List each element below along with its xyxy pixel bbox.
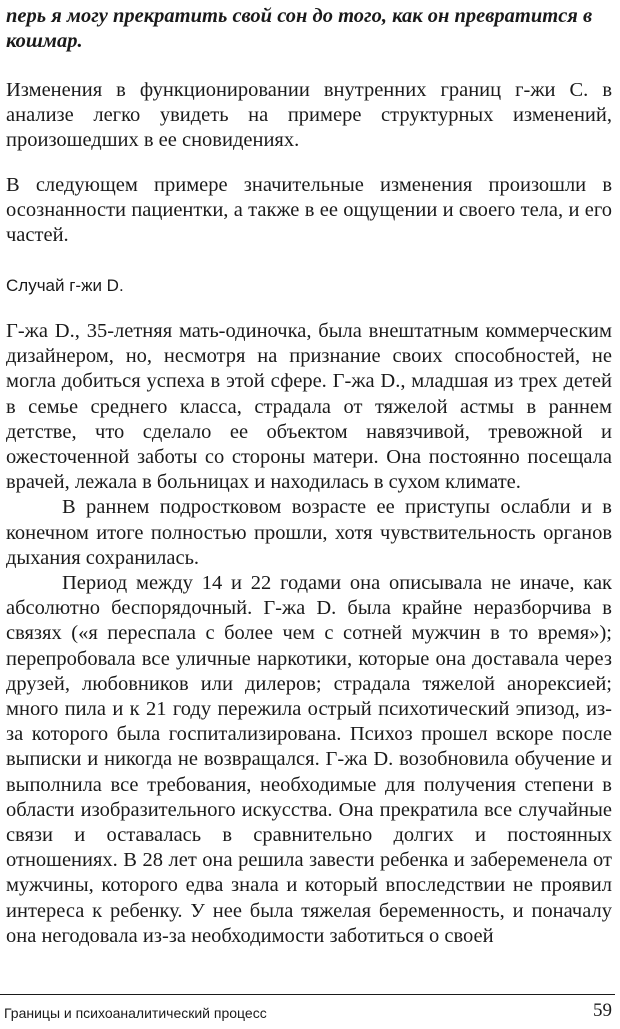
paragraph-block-1 — [6, 78, 612, 154]
page-number: 59 — [593, 1000, 612, 1021]
paragraph-block-2 — [6, 173, 612, 249]
case-paragraph: Г-жа D., 35-летняя мать-одиночка, была внештатным коммерческим дизайнером, но, несмотря на признание своих способностей, не могла добиться успеха в этой сфере. Г-жа D., младшая из трех детей в семье среднего класса, страдала от тяжелой астмы в раннем детстве, что сделало ее объектом навязчивой, тревожной и ожесточенной заботы со стороны матери. Она постоянно посещала врачей, лежала в больницах и находилась в сухом климате. — [6, 320, 612, 494]
intro-italic-text: перь я могу прекратить свой сон до того, как он превратится в кошмар. — [6, 5, 593, 53]
paragraph-text: Изменения в функционировании внутренних границ г-жи С. в анализе легко увидеть на примере структурных изменений, произошедших в ее сновидениях. — [6, 79, 612, 152]
case-paragraph: В раннем подростковом возрасте ее приступы ослабли и в конечном итоге полностью прошли, хотя чувствительность органов дыхания сохранилась. — [6, 496, 612, 569]
case-heading: Случай г-жи D. — [6, 276, 124, 295]
case-paragraph: Период между 14 и 22 годами она описывала не иначе, как абсолютно беспорядочный. Г-жа D. была крайне неразборчива в связях («я переспала с более чем с сотней мужчин в то время»); перепробовала все уличные наркотики, которые она доставала через друзей, любовников или дилеров; страдала тяжелой анорексией; много пила и к 21 году пережила острый психотический эпизод, из-за которого была госпитализирована. Психоз прошел вскоре после выписки и никогда не возвращался. Г-жа D. возобновила обучение и выполнила все требования, необходимые для получения степени в области изобразительного искусства. Она прекратила все случайные связи и оставалась в сравнительно долгих и постоянных отношениях. В 28 лет она решила завести ребенка и забеременела от мужчины, которого едва знала и который впоследствии не проявил интереса к ребенку. У нее была тяжелая беременность, и поначалу она негодовала из-за необходимости заботиться о своей — [6, 572, 612, 947]
paragraph-text: В следующем примере значительные изменения произошли в осознанности пациентки, а также в ее ощущении и своего тела, и его частей. — [6, 174, 612, 247]
case-body — [6, 319, 612, 949]
footer-divider — [0, 994, 615, 995]
intro-italic-block — [6, 4, 612, 54]
running-title: Границы и психоаналитический процесс — [4, 1005, 267, 1021]
